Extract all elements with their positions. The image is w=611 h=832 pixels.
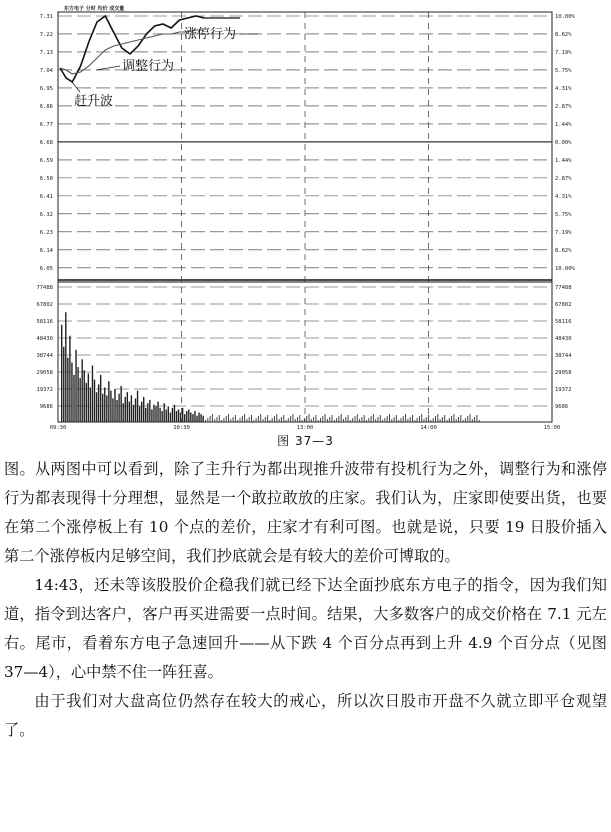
volume-bar <box>479 420 480 422</box>
volume-bar <box>164 403 165 422</box>
volume-bar <box>267 415 268 422</box>
volume-bar <box>118 394 119 422</box>
price-tick-left: 7.31 <box>39 14 53 20</box>
price-tick-right: 7.19% <box>555 229 572 236</box>
volume-bar <box>465 418 466 422</box>
volume-bar <box>149 400 150 422</box>
volume-bar <box>382 420 383 422</box>
volume-bar <box>161 411 162 422</box>
volume-bar <box>63 347 64 422</box>
volume-bar <box>396 415 397 422</box>
volume-bar <box>73 375 74 422</box>
volume-bar <box>387 416 388 422</box>
volume-bar <box>428 415 429 422</box>
price-tick-left: 6.77 <box>39 121 53 128</box>
paragraph-1: 图。从两图中可以看到，除了主升行为都出现推升波带有投机行为之外，调整行为和涨停行为都表现得十分理想，显然是一个敢拉敢放的庄家。我们认为，庄家即使要出货，也要在第二个涨停板上有 10 个点的差价，庄家才有利可图。也就是说，只要 19 日股价插入第二个涨停板内足够空间，我们抄底就会是有较大的差价可博取的。 <box>4 460 607 565</box>
price-tick-left: 6.32 <box>39 211 53 218</box>
volume-bar <box>348 415 349 422</box>
body-text <box>4 455 607 745</box>
volume-bar <box>188 409 189 422</box>
volume-bar <box>77 367 78 422</box>
volume-bar <box>233 417 234 422</box>
volume-bar <box>217 417 218 422</box>
volume-bar <box>166 409 167 422</box>
volume-bar <box>141 402 142 422</box>
volume-bar <box>279 419 280 422</box>
volume-bar <box>102 394 103 422</box>
volume-bar <box>476 415 477 422</box>
volume-bar <box>355 416 356 422</box>
volume-tick-left: 67802 <box>36 302 53 308</box>
volume-bar <box>350 420 351 422</box>
volume-bar <box>371 416 372 422</box>
volume-bar <box>433 418 434 422</box>
volume-bar <box>147 403 148 422</box>
volume-bar <box>442 417 443 422</box>
time-tick: 15:00 <box>543 425 561 430</box>
volume-bar <box>299 415 300 422</box>
volume-bar <box>120 386 121 422</box>
volume-bar <box>112 398 113 422</box>
price-tick-right: 4.31% <box>555 85 572 92</box>
volume-bar <box>174 405 175 422</box>
time-tick: 10:30 <box>173 425 190 430</box>
volume-bar <box>79 378 80 422</box>
volume-bar <box>94 380 95 422</box>
volume-bar <box>309 414 310 422</box>
volume-bar <box>258 416 259 422</box>
volume-bar <box>108 381 109 422</box>
volume-bar <box>198 413 199 422</box>
volume-bar <box>92 366 93 422</box>
volume-bar <box>61 325 62 422</box>
volume-tick-right: 48430 <box>555 336 572 342</box>
volume-bar <box>315 415 316 422</box>
price-tick-right: 10.00% <box>555 265 575 272</box>
volume-bar <box>69 336 70 422</box>
volume-bar <box>145 408 146 422</box>
volume-bar <box>341 414 342 422</box>
volume-bar <box>302 420 303 422</box>
volume-bar <box>327 419 328 422</box>
time-axis <box>50 425 561 430</box>
volume-bar <box>470 414 471 422</box>
volume-bar <box>240 418 241 422</box>
volume-bar <box>221 420 222 422</box>
annotation-rush-up: 赶升波 <box>74 94 114 109</box>
volume-bar <box>244 414 245 422</box>
volume-bar <box>65 312 66 422</box>
volume-bar <box>184 414 185 422</box>
volume-bar <box>437 414 438 422</box>
volume-bar <box>127 392 128 422</box>
volume-bar <box>361 417 362 422</box>
volume-bar <box>269 420 270 422</box>
volume-bar <box>190 413 191 422</box>
volume-bar <box>194 411 195 422</box>
volume-bar <box>336 418 337 422</box>
volume-bar <box>318 420 319 422</box>
volume-bar <box>192 414 193 422</box>
chart-header: 东方电子 分时 均价 成交量 <box>64 6 125 12</box>
volume-bar <box>451 416 452 422</box>
volume-bar <box>263 419 264 422</box>
volume-bar <box>182 408 183 422</box>
volume-bar <box>133 405 134 422</box>
price-tick-right: 5.75% <box>555 211 572 218</box>
volume-bar <box>246 419 247 422</box>
volume-bar <box>86 383 87 422</box>
volume-tick-right: 58116 <box>555 319 572 325</box>
volume-bar <box>414 420 415 422</box>
volume-bar <box>334 420 335 422</box>
volume-bar <box>260 414 261 422</box>
volume-bar <box>380 415 381 422</box>
volume-bar <box>131 395 132 422</box>
volume-bar <box>186 411 187 422</box>
price-tick-right: 5.75% <box>555 67 572 74</box>
volume-bar <box>200 414 201 422</box>
volume-bar <box>456 419 457 422</box>
volume-bar <box>417 418 418 422</box>
annotation-limit-up: 涨停行为 <box>184 27 237 42</box>
volume-bar <box>123 403 124 422</box>
price-tick-right: 4.31% <box>555 193 572 200</box>
volume-bar <box>75 350 76 422</box>
volume-bar <box>129 402 130 422</box>
volume-bar <box>172 408 173 422</box>
volume-bar <box>460 415 461 422</box>
volume-bar <box>435 416 436 422</box>
volume-bar <box>430 420 431 422</box>
volume-bar <box>405 414 406 422</box>
volume-bar <box>223 418 224 422</box>
volume-bar <box>256 418 257 422</box>
price-tick-left: 6.50 <box>39 175 53 182</box>
volume-bar <box>157 402 158 422</box>
volume-bar <box>419 416 420 422</box>
volume-bar <box>196 416 197 422</box>
volume-bar <box>226 416 227 422</box>
volume-bar <box>104 388 105 422</box>
volume-bar <box>214 419 215 422</box>
volume-bar <box>366 420 367 422</box>
price-tick-left: 6.14 <box>39 247 53 254</box>
volume-bar <box>210 416 211 422</box>
volume-bar <box>276 414 277 422</box>
price-axis-right <box>555 14 576 272</box>
volume-bar <box>205 420 206 422</box>
volume-tick-right: 19372 <box>555 387 572 393</box>
volume-bar <box>424 419 425 422</box>
volume-bar <box>286 420 287 422</box>
volume-bar <box>249 417 250 422</box>
volume-bar <box>474 417 475 422</box>
volume-bar <box>306 416 307 422</box>
price-tick-left: 6.41 <box>39 193 53 200</box>
volume-bar <box>421 414 422 422</box>
paragraph-2: 14:43，还未等该股股价企稳我们就已经下达全面抄底东方电子的指令，因为我们知道，指令到达客户，客户再买进需要一点时间。结果，大多数客户的成交价格在 7.1 元左右。尾市，看着东方电子急速回升——从下跌 4 个百分点再到上升 4.9 个百分点（见图 37—4），心中禁不住一阵狂喜。 <box>4 576 607 681</box>
volume-bar <box>219 415 220 422</box>
volume-axis-left <box>36 285 53 410</box>
volume-bar <box>155 406 156 422</box>
volume-bar <box>407 419 408 422</box>
price-tick-left: 6.95 <box>39 85 53 92</box>
volume-bar <box>71 362 72 422</box>
volume-tick-left: 77488 <box>36 285 53 291</box>
volume-bar <box>412 415 413 422</box>
price-tick-left: 6.05 <box>39 265 53 272</box>
price-tick-right: 2.87% <box>555 103 572 110</box>
price-tick-left: 7.22 <box>39 31 53 38</box>
volume-bar <box>426 417 427 422</box>
volume-bar <box>304 418 305 422</box>
volume-tick-left: 58116 <box>36 319 53 325</box>
time-tick: 09:30 <box>49 425 67 430</box>
volume-bar <box>403 416 404 422</box>
volume-axis-right <box>555 285 572 410</box>
volume-bar <box>410 417 411 422</box>
volume-bar <box>98 384 99 422</box>
price-tick-right: 1.44% <box>555 157 572 164</box>
volume-bar <box>322 416 323 422</box>
volume-bar <box>96 392 97 422</box>
volume-bar <box>176 411 177 422</box>
volume-bar <box>88 373 89 422</box>
volume-bar <box>357 414 358 422</box>
volume-bar <box>67 358 68 422</box>
volume-bar <box>329 417 330 422</box>
annotation-adjust: 调整行为 <box>122 59 175 74</box>
volume-bar <box>237 420 238 422</box>
volume-bar <box>272 418 273 422</box>
volume-bar <box>332 415 333 422</box>
volume-bar <box>398 420 399 422</box>
volume-bar <box>228 414 229 422</box>
volume-bar <box>153 405 154 422</box>
volume-bar <box>251 415 252 422</box>
volume-bar <box>288 418 289 422</box>
price-tick-right: 1.44% <box>555 121 572 128</box>
volume-bars <box>61 312 480 422</box>
volume-bar <box>378 417 379 422</box>
volume-tick-left: 19372 <box>36 387 53 393</box>
volume-bar <box>135 398 136 422</box>
volume-bar <box>180 413 181 422</box>
volume-tick-left: 38744 <box>36 353 53 359</box>
price-tick-left: 6.23 <box>39 229 53 236</box>
volume-bar <box>359 419 360 422</box>
volume-bar <box>449 418 450 422</box>
volume-bar <box>311 419 312 422</box>
volume-bar <box>373 414 374 422</box>
volume-bar <box>170 413 171 422</box>
volume-tick-right: 77488 <box>555 285 572 291</box>
price-tick-right: 10.00% <box>555 14 575 20</box>
volume-bar <box>207 418 208 422</box>
volume-bar <box>297 417 298 422</box>
volume-bar <box>139 406 140 422</box>
figure-caption: 图 37—3 <box>277 434 334 448</box>
volume-bar <box>467 416 468 422</box>
volume-bar <box>440 419 441 422</box>
volume-tick-right: 29058 <box>555 370 572 376</box>
volume-tick-left: 29058 <box>36 370 53 376</box>
volume-bar <box>313 417 314 422</box>
volume-bar <box>202 416 203 422</box>
price-tick-right: 7.19% <box>555 49 572 56</box>
volume-bar <box>125 397 126 422</box>
volume-bar <box>292 414 293 422</box>
volume-bar <box>235 415 236 422</box>
volume-bar <box>281 417 282 422</box>
volume-tick-right: 9686 <box>555 404 569 410</box>
volume-bar <box>265 417 266 422</box>
volume-bar <box>143 397 144 422</box>
price-tick-left: 7.04 <box>39 67 53 74</box>
time-tick: 13:00 <box>296 425 314 430</box>
volume-bar <box>151 409 152 422</box>
volume-bar <box>137 391 138 422</box>
volume-bar <box>178 409 179 422</box>
volume-tick-left: 48430 <box>36 336 53 342</box>
volume-bar <box>295 419 296 422</box>
volume-bar <box>290 416 291 422</box>
volume-bar <box>82 359 83 422</box>
volume-bar <box>368 418 369 422</box>
volume-bar <box>106 395 107 422</box>
volume-bar <box>242 416 243 422</box>
volume-bar <box>472 419 473 422</box>
price-tick-left: 6.68 <box>39 139 53 146</box>
price-tick-right: 2.87% <box>555 175 572 182</box>
volume-bar <box>230 419 231 422</box>
volume-bar <box>391 419 392 422</box>
volume-bar <box>352 418 353 422</box>
volume-bar <box>168 406 169 422</box>
volume-bar <box>274 416 275 422</box>
volume-bar <box>283 415 284 422</box>
volume-bar <box>84 370 85 422</box>
volume-bar <box>463 420 464 422</box>
price-tick-right: 8.62% <box>555 247 572 254</box>
volume-bar <box>458 417 459 422</box>
volume-bar <box>100 375 101 422</box>
price-axis-left <box>40 14 54 272</box>
price-tick-left: 7.13 <box>39 49 53 56</box>
volume-bar <box>444 415 445 422</box>
volume-bar <box>325 414 326 422</box>
volume-bar <box>114 389 115 422</box>
price-tick-left: 6.86 <box>39 103 53 110</box>
volume-bar <box>90 388 91 422</box>
volume-bar <box>320 418 321 422</box>
volume-bar <box>345 417 346 422</box>
paragraph-3: 由于我们对大盘高位仍然存在较大的戒心，所以次日股市开盘不久就立即平仓观望了。 <box>4 692 607 739</box>
volume-bar <box>394 417 395 422</box>
price-tick-right: 0.00% <box>555 139 572 146</box>
volume-bar <box>401 418 402 422</box>
volume-bar <box>389 414 390 422</box>
volume-bar <box>253 420 254 422</box>
volume-tick-right: 67802 <box>555 302 572 308</box>
time-tick: 14:00 <box>420 425 437 430</box>
volume-bar <box>375 419 376 422</box>
volume-bar <box>110 391 111 422</box>
volume-bar <box>116 400 117 422</box>
volume-bar <box>447 420 448 422</box>
volume-bar <box>159 408 160 422</box>
volume-tick-right: 38744 <box>555 353 572 359</box>
price-tick-left: 6.59 <box>39 157 53 164</box>
volume-bar <box>453 414 454 422</box>
volume-bar <box>212 414 213 422</box>
volume-tick-left: 9686 <box>39 404 53 410</box>
volume-bar <box>343 419 344 422</box>
volume-bar <box>364 415 365 422</box>
volume-bar <box>338 416 339 422</box>
volume-bar <box>384 418 385 422</box>
price-tick-right: 8.62% <box>555 31 572 38</box>
